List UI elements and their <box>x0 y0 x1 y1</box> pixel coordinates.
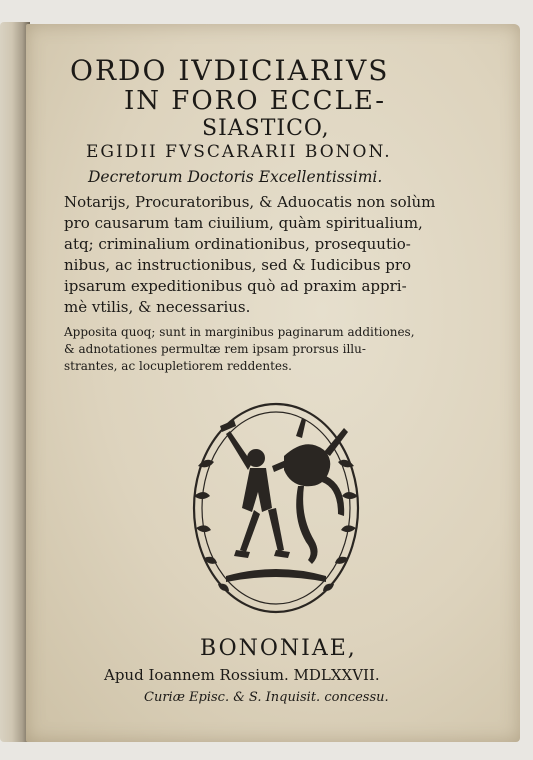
imprint-publisher: Apud Ioannem Rossium. MDLXXVII. <box>104 666 380 684</box>
description-line: atq; criminalium ordinationibus, prosequutio- <box>64 235 411 253</box>
printers-device-woodcut <box>176 396 376 634</box>
description-line: Notarijs, Procuratoribus, & Aduocatis non solùm <box>64 193 436 211</box>
imprint-city: BONONIAE, <box>200 636 357 661</box>
description-line: ipsarum expeditionibus quò ad praxim appri- <box>64 277 407 295</box>
title-line-1: ORDO IVDICIARIVS <box>70 54 390 87</box>
addendum-line: strantes, ac locupletiorem reddentes. <box>64 359 292 373</box>
addendum-paragraph <box>64 324 415 375</box>
title-line-3: SIASTICO, <box>202 116 330 141</box>
description-line: mè vtilis, & necessarius. <box>64 298 251 316</box>
description-line: nibus, ac instructionibus, sed & Iudicibus pro <box>64 256 412 274</box>
title-page <box>26 24 520 742</box>
description-line: pro causarum tam ciuilium, quàm spiritualium, <box>64 214 423 232</box>
author-line: EGIDII FVSCARARII BONON. <box>86 142 392 162</box>
imprint-license: Curiæ Episc. & S. Inquisit. concessu. <box>144 690 389 705</box>
addendum-line: & adnotationes permultæ rem ipsam prorsus illu- <box>64 342 366 356</box>
addendum-line: Apposita quoq; sunt in marginibus paginarum additiones, <box>64 325 415 339</box>
title-line-2: IN FORO ECCLE- <box>124 86 387 116</box>
description-paragraph <box>64 192 435 318</box>
degree-line: Decretorum Doctoris Excellentissimi. <box>88 168 383 186</box>
